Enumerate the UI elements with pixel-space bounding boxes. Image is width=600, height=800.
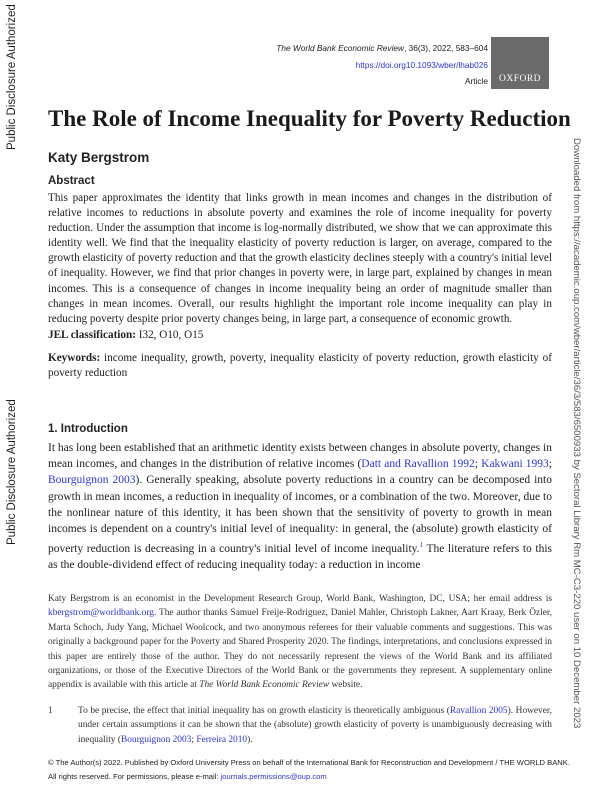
footnote-ref[interactable]: 1 [419, 541, 424, 550]
citation-link[interactable]: Bourguignon 2003 [48, 474, 136, 487]
doi-link[interactable]: https://doi.org10.1093/wber/lhab026 [355, 60, 488, 70]
download-watermark: Downloaded from https://academic.oup.com/wber/article/36/3/583/6500933 by Sectoral Library Rm MC-C3-220 user on 10 December 2023 [571, 138, 582, 729]
jel-classification: JEL classification: I32, O10, O15 [48, 329, 204, 341]
citation-link[interactable]: Datt and Ravallion 1992 [361, 458, 475, 471]
permissions-email-link[interactable]: journals.permissions@oup.com [220, 772, 327, 781]
oxford-logo: OXFORD [491, 37, 549, 89]
abstract-text: This paper approximates the identity that links growth in mean incomes and changes in the distribution of relative incomes to reductions in absolute poverty and examines the role of income inequality for poverty reduction. Under the assumption that income is log-normally distributed, we show that we can approximate this identity well. We find that the inequality elasticity of poverty reduction is larger, on average, compared to the growth elasticity of poverty reduction and that the growth elasticity declines steeply with a country's initial level of inequality. However, we find that prior changes in poverty were, in large part, explained by changes in mean incomes. This is a consequence of changes in income inequality being an order of magnitude smaller than changes in mean incomes. Overall, our results highlight the important role income inequality can play in reducing poverty despite prior poverty changes being, in large part, a consequence of economic growth. [48, 192, 552, 325]
author-note: Katy Bergstrom is an economist in the Development Research Group, World Bank, Washington, DC, USA; her email address is kbergstrom@worldbank.org. The author thanks Samuel Freije-Rodriguez, Daniel Mahler, Christoph Lakner, Aart Kraay, Berk Özler, Marta Schoch, Judy Yang, Michael Woolcock, and two anonymous referees for their valuable comments and suggestions. This was originally a background paper for the Poverty and Shared Prosperity 2020. The findings, interpretations, and conclusions expressed in this paper are entirely those of the author. They do not necessarily represent the views of the World Bank and its affiliated organizations, or those of the Executive Directors of the World Bank or the governments they represent. A supplementary online appendix is available with this article at The World Bank Economic Review website. [48, 594, 552, 691]
citation-link[interactable]: Ravallion 2005 [449, 706, 508, 716]
citation-link[interactable]: Ferreira 2010 [196, 734, 248, 745]
email-link[interactable]: kbergstrom@worldbank.org [48, 608, 154, 619]
article-type: Article [464, 76, 488, 86]
journal-name: The World Bank Economic Review [276, 43, 405, 53]
journal-citation [276, 43, 488, 53]
keywords: Keywords: income inequality, growth, poverty, inequality elasticity of poverty reduction, growth elasticity of poverty reduction [48, 352, 552, 379]
author-name: Katy Bergstrom [48, 150, 150, 165]
footnote-1: 1 To be precise, the effect that initial inequality has on growth elasticity is theoretically ambiguous (Ravallion 2005). However, under certain assumptions it can be shown that the (absolute) growth elasticity of poverty is unambiguously decreasing with inequality (Bourguignon 2003; Ferreira 2010). [48, 706, 552, 745]
abstract-heading: Abstract [48, 175, 95, 187]
citation-link[interactable]: Bourguignon 2003 [120, 734, 192, 745]
volume-pages: , 36(3), 2022, 583–604 [404, 43, 488, 53]
introduction-heading: 1. Introduction [48, 423, 128, 435]
citation-link[interactable]: Kakwani 1993 [481, 458, 549, 471]
public-disclosure-stamp: Public Disclosure Authorized [6, 4, 18, 150]
introduction-text: It has long been established that an arithmetic identity exists between changes in absolute poverty, changes in mean incomes, and changes in the distribution of relative incomes (Datt and Ravallion 1992; Kakwani 1993; Bourguignon 2003). Generally speaking, absolute poverty reductions in a country can be decomposed into growth in mean incomes, a reduction in inequality of incomes, or a combination of the two. Moreover, due to the nonlinear nature of this identity, it has been shown that the sensitivity of poverty to growth in mean incomes is dependent on a country's initial level of inequality: in general, the (absolute) growth elasticity of poverty reduction is decreasing in a country's initial level of income inequality.$^1$ The literature refers to this as the double-dividend effect of reducing inequality today: a reduction in income [48, 442, 552, 572]
paper-title: The Role of Income Inequality for Poverty Reduction [48, 106, 571, 131]
copyright-notice: © The Author(s) 2022. Published by Oxford University Press on behalf of the International Bank for Reconstruction and Development / THE WORLD BANK. All rights reserved. For permissions, please e-mail: journals.permissions@oup.com [48, 758, 570, 781]
public-disclosure-stamp: Public Disclosure Authorized [6, 399, 18, 545]
